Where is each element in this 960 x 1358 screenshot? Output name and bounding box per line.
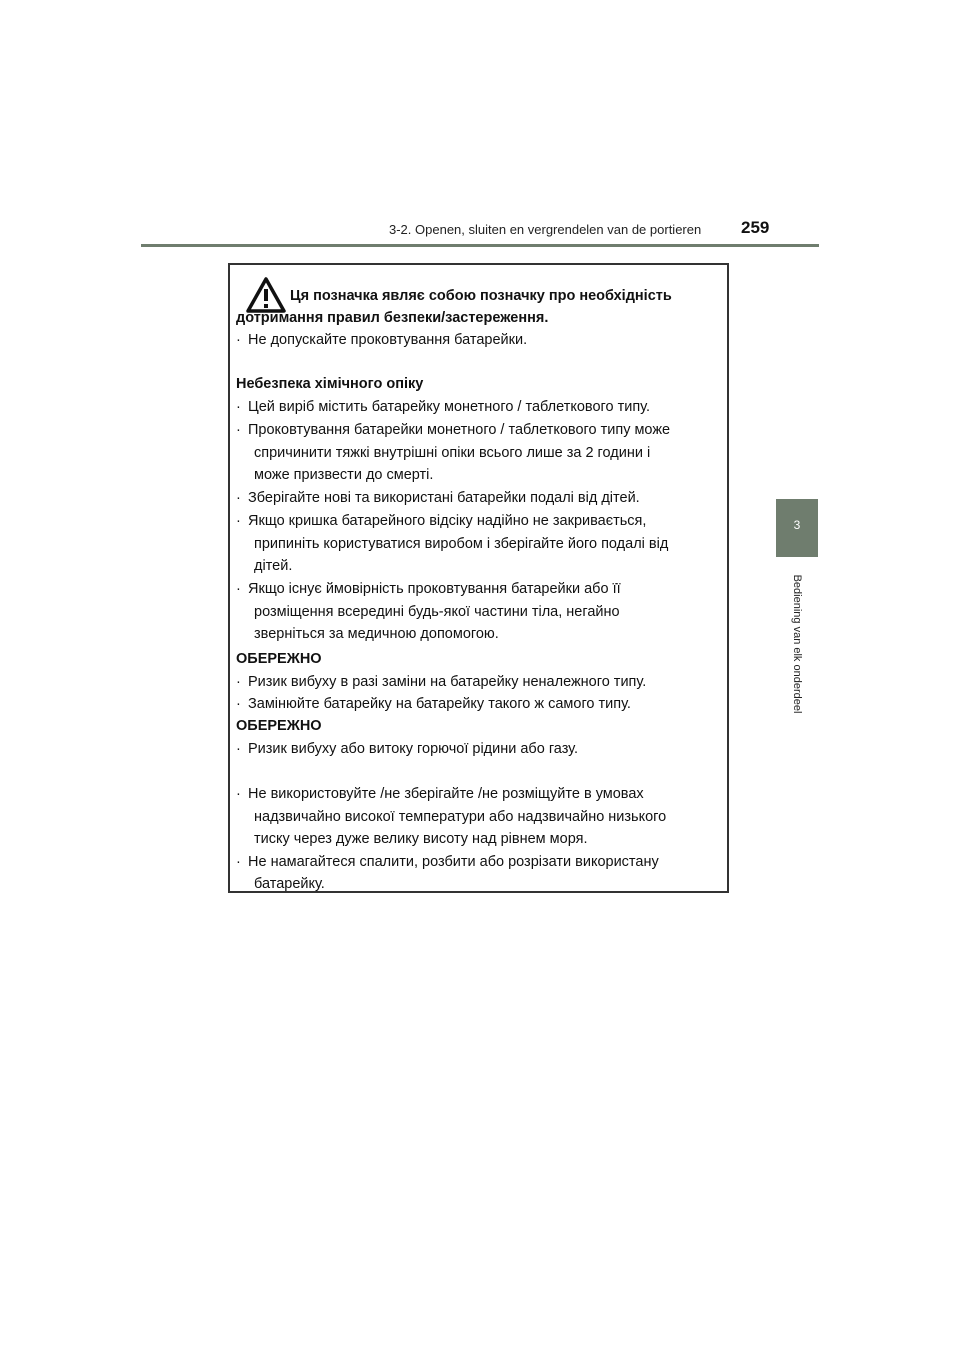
section-heading-chemical-burn: Небезпека хімічного опіку: [236, 376, 424, 392]
header-rule: [141, 244, 819, 247]
chapter-side-label: Bediening van elk onderdeel: [791, 574, 803, 714]
bullet-continuation: спричинити тяжкі внутрішні опіки всього лише за 2 години і: [254, 445, 651, 461]
bullet-continuation: надзвичайно високої температури або надзвичайно низького: [254, 809, 667, 825]
bullet-item: · Не використовуйте /не зберігайте /не розміщуйте в умовах: [236, 786, 644, 802]
bullet-continuation: батарейку.: [254, 876, 325, 892]
bullet-continuation: припиніть користуватися виробом і зберігайте його подалі від: [254, 536, 669, 552]
bullet-continuation: дітей.: [254, 558, 293, 574]
bullet-item: · Проковтування батарейки монетного / таблеткового типу може: [236, 422, 671, 438]
bullet-item: · Якщо існує ймовірність проковтування батарейки або її: [236, 581, 621, 597]
bullet-item: · Замінюйте батарейку на батарейку такого ж самого типу.: [236, 696, 631, 712]
bullet-continuation: тиску через дуже велику висоту над рівнем моря.: [254, 831, 588, 847]
page-number: 259: [741, 218, 770, 237]
warning-box: [228, 263, 729, 893]
chapter-tab-number: 3: [793, 518, 801, 532]
bullet-item: · Ризик вибуху або витоку горючої рідини або газу.: [236, 741, 579, 757]
bullet-item: · Якщо кришка батарейного відсіку надійно не закривається,: [236, 513, 647, 529]
bullet-item: · Не допускайте проковтування батарейки.: [236, 332, 528, 348]
bullet-item: · Цей виріб містить батарейку монетного / таблеткового типу.: [236, 399, 651, 415]
bullet-item: · Зберігайте нові та використані батарейки подалі від дітей.: [236, 490, 640, 506]
warning-title-line-1: Ця позначка являє собою позначку про необхідність: [290, 288, 672, 304]
page-header-title: 3-2. Openen, sluiten en vergrendelen van de portieren: [389, 222, 702, 237]
warning-title-line-2: дотримання правил безпеки/застереження.: [236, 310, 549, 326]
bullet-item: · Не намагайтеся спалити, розбити або розрізати використану: [236, 854, 659, 870]
section-heading-caution: ОБЕРЕЖНО: [236, 718, 322, 734]
section-heading-caution: ОБЕРЕЖНО: [236, 651, 322, 667]
bullet-continuation: може призвести до смерті.: [254, 467, 434, 483]
warning-content: [230, 265, 727, 891]
bullet-continuation: зверніться за медичною допомогою.: [254, 626, 499, 642]
bullet-continuation: розміщення всередині будь-якої частини тіла, негайно: [254, 604, 620, 620]
bullet-item: · Ризик вибуху в разі заміни на батарейку неналежного типу.: [236, 674, 647, 690]
